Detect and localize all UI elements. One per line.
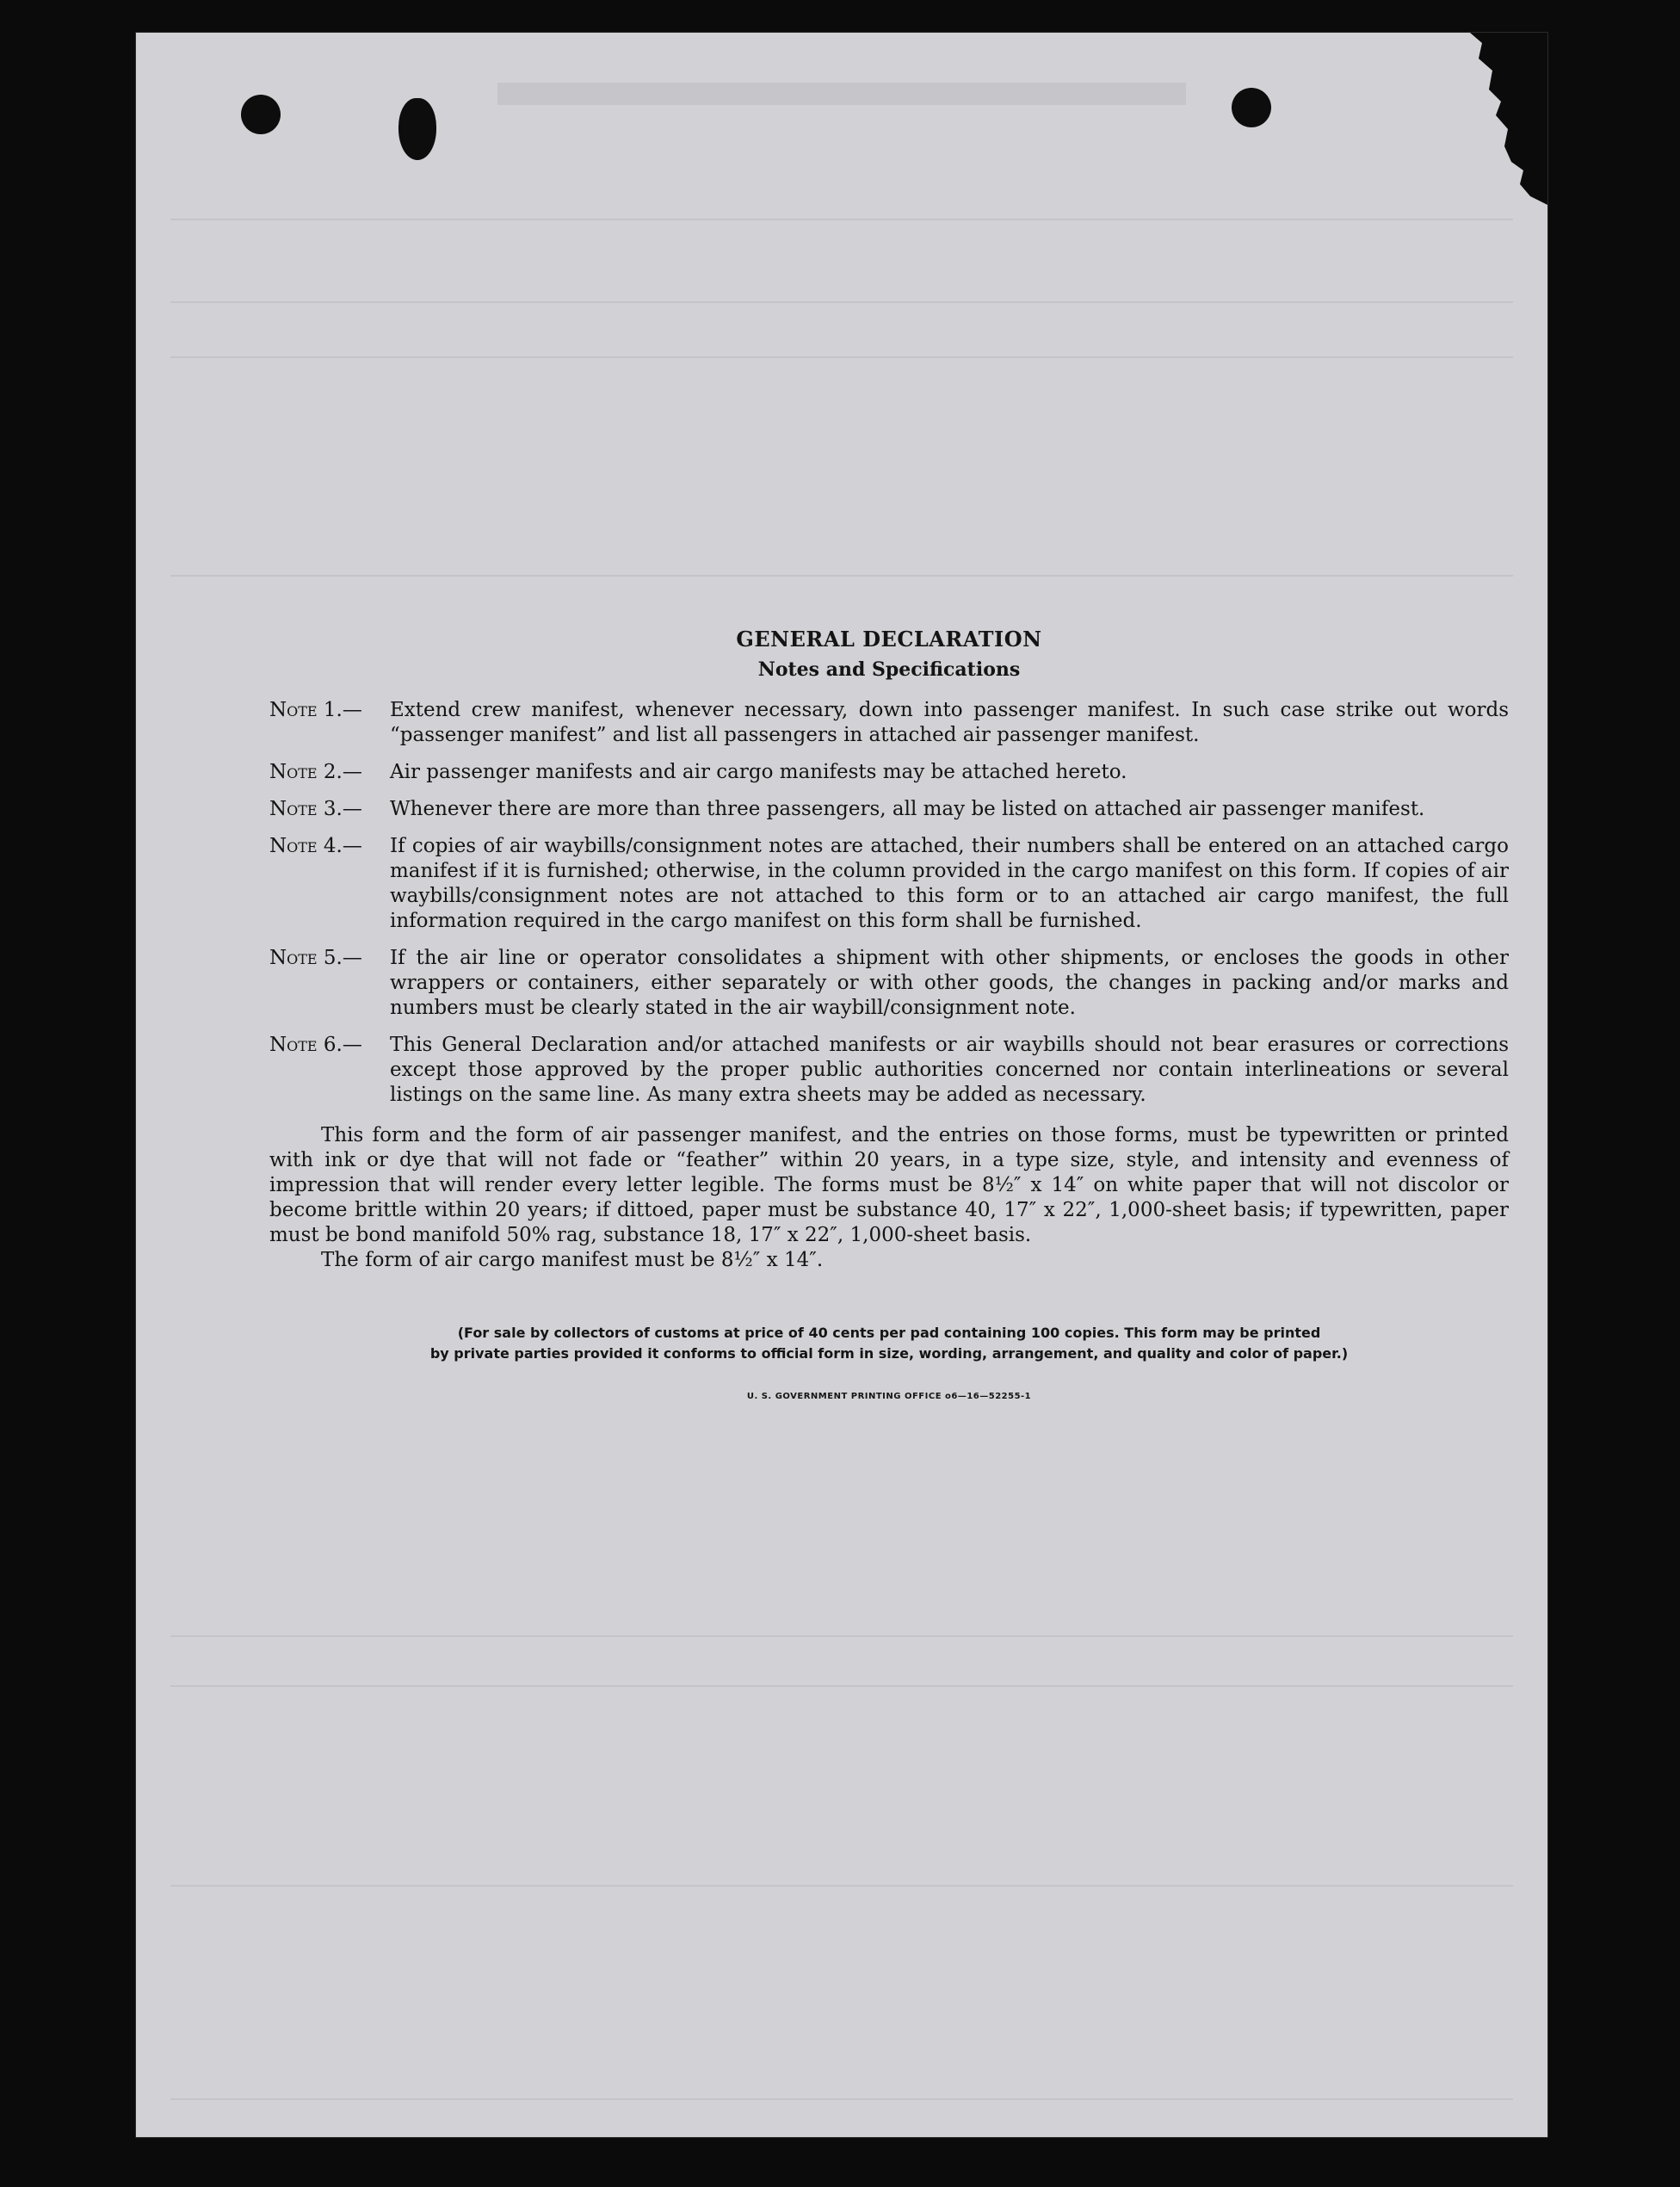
bleed-through-line	[170, 575, 1513, 577]
bleed-through-header	[497, 83, 1186, 105]
note-label: Note 5.—	[269, 947, 362, 969]
page-subtitle: Notes and Specifications	[757, 658, 1021, 681]
sale-notice-line: (For sale by collectors of customs at price of 40 cents per pad containing 100 copies. This form may be printed	[457, 1325, 1321, 1341]
cargo-form-specification: The form of air cargo manifest must be 8½″ x 14″.	[321, 1249, 824, 1271]
printer-imprint: U. S. GOVERNMENT PRINTING OFFICE o6—16—52255-1	[746, 1392, 1032, 1401]
document-page	[136, 33, 1547, 2137]
bleed-through-line	[170, 301, 1513, 303]
note-text: Whenever there are more than three passengers, all may be listed on attached air passenger manifest.	[390, 798, 1425, 820]
note-text: If copies of air waybills/consignment notes are attached, their numbers shall be entered on an attached cargo manifest if it is furnished; otherwise, in the column provided in the cargo manifest on this form. If copies of air waybills/consignment notes are not attached to this form or to an attached air cargo manifest, the full information required in the cargo manifest on this form shall be furnished.	[390, 835, 1509, 932]
bleed-through-line	[170, 219, 1513, 220]
form-specification-paragraph: This form and the form of air passenger manifest, and the entries on those forms, must be typewritten or printed with ink or dye that will not fade or “feather” within 20 years, in a type size, style, and intensity and evenness of impression that will render every letter legible. The forms must be 8½″ x 14″ on white paper that will not discolor or become brittle within 20 years; if dittoed, paper must be substance 40, 17″ x 22″, 1,000-sheet basis; if typewritten, paper must be bond manifold 50% rag, substance 18, 17″ x 22″, 1,000-sheet basis.	[269, 1124, 1509, 1246]
notes-section	[269, 627, 1509, 1401]
torn-corner	[1470, 33, 1547, 205]
bleed-through-line	[170, 1635, 1513, 1637]
note-label: Note 3.—	[269, 798, 362, 820]
sale-notice	[269, 1323, 1509, 1364]
punch-hole-right	[1232, 88, 1271, 127]
bleed-through-line	[170, 1885, 1513, 1887]
punch-hole-left	[241, 95, 281, 134]
bleed-through-line	[170, 356, 1513, 358]
note-item	[269, 946, 1509, 1021]
note-label: Note 1.—	[269, 699, 362, 721]
note-item	[269, 797, 1509, 822]
note-text: If the air line or operator consolidates a shipment with other shipments, or encloses the goods in other wrappers or containers, either separately or with other goods, the changes in packing and/or marks and numbers must be clearly stated in the air waybill/consignment note.	[390, 947, 1509, 1019]
note-label: Note 6.—	[269, 1034, 362, 1056]
bleed-through-line	[170, 2098, 1513, 2100]
note-item	[269, 698, 1509, 748]
note-item	[269, 1033, 1509, 1108]
note-label: Note 2.—	[269, 761, 362, 783]
note-text: Air passenger manifests and air cargo manifests may be attached hereto.	[390, 761, 1127, 783]
sale-notice-line: by private parties provided it conforms to official form in size, wording, arrangement, and quality and color of paper.)	[429, 1345, 1349, 1362]
note-item	[269, 834, 1509, 934]
note-item	[269, 760, 1509, 785]
note-text: This General Declaration and/or attached manifests or air waybills should not bear erasures or corrections except those approved by the proper public authorities concerned nor contain interlineations or several listings on the same line. As many extra sheets may be added as necessary.	[390, 1034, 1509, 1106]
bleed-through-line	[170, 1685, 1513, 1687]
note-label: Note 4.—	[269, 835, 362, 857]
punch-hole-middle	[398, 98, 436, 160]
page-title: GENERAL DECLARATION	[736, 627, 1042, 652]
note-text: Extend crew manifest, whenever necessary, down into passenger manifest. In such case strike out words “passenger manifest” and list all passengers in attached air passenger manifest.	[390, 699, 1509, 746]
